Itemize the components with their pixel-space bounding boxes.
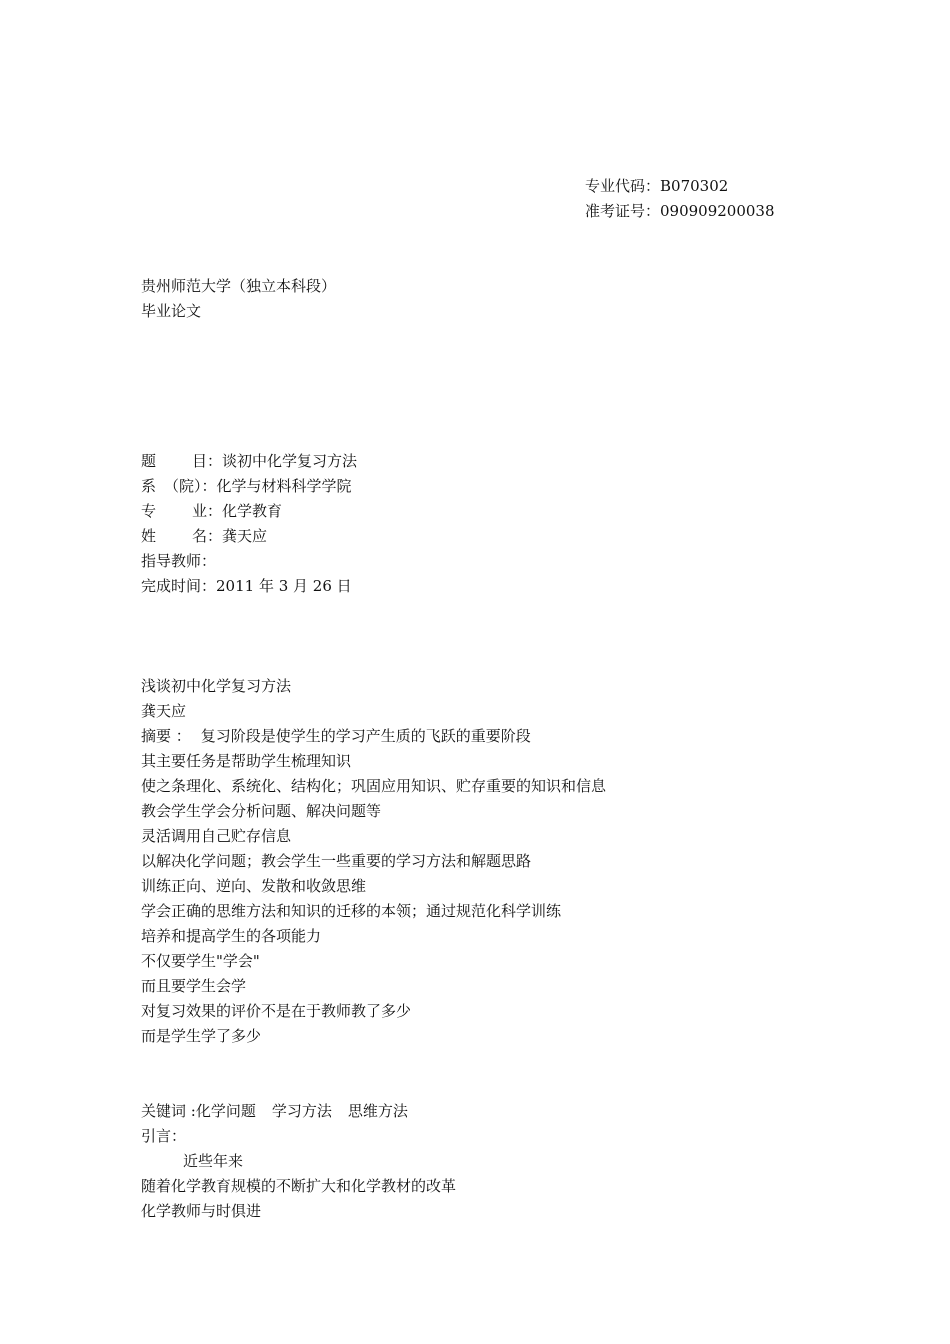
keyword: 思维方法	[347, 1102, 408, 1120]
intro-line: 随着化学教育规模的不断扩大和化学教材的改革	[141, 1177, 457, 1195]
abstract-line: 对复习效果的评价不是在于教师教了多少	[141, 1002, 412, 1020]
info-date: 完成时间：2011 年 3 月 26 日	[141, 577, 352, 595]
abstract-line: 使之条理化、系统化、结构化；巩固应用知识、贮存重要的知识和信息	[141, 777, 607, 795]
info-name-value: 名：龚天应	[192, 527, 268, 545]
info-title-label: 题	[141, 452, 157, 470]
intro-line: 近些年来	[183, 1152, 244, 1170]
info-department-value: （院）：化学与材料科学学院	[164, 477, 352, 495]
abstract-line: 培养和提高学生的各项能力	[141, 927, 322, 945]
abstract-line: 复习阶段是使学生的学习产生质的飞跃的重要阶段	[200, 727, 531, 745]
info-name	[141, 526, 267, 546]
abstract-line: 灵活调用自己贮存信息	[141, 827, 292, 845]
major-code: 专业代码：B070302	[585, 177, 729, 195]
info-title	[141, 451, 357, 471]
keyword: 学习方法	[271, 1102, 332, 1120]
info-name-label: 姓	[141, 527, 157, 545]
abstract-line: 以解决化学问题；教会学生一些重要的学习方法和解题思路	[141, 852, 532, 870]
info-major-value: 业：化学教育	[192, 502, 283, 520]
university-name: 贵州师范大学（独立本科段）	[141, 277, 337, 295]
abstract-line: 其主要任务是帮助学生梳理知识	[141, 752, 352, 770]
info-department-label: 系	[141, 477, 157, 495]
paper-title: 浅谈初中化学复习方法	[141, 677, 292, 695]
abstract-line: 而是学生学了多少	[141, 1027, 262, 1045]
abstract-line: 而且要学生会学	[141, 977, 247, 995]
keywords-line	[141, 1101, 408, 1121]
paper-author: 龚天应	[141, 702, 187, 720]
abstract-line: 教会学生学会分析问题、解决问题等	[141, 802, 382, 820]
document-type: 毕业论文	[141, 302, 202, 320]
intro-line: 化学教师与时俱进	[141, 1202, 262, 1220]
info-advisor: 指导教师：	[141, 552, 217, 570]
intro-label: 引言：	[141, 1127, 187, 1145]
abstract-line: 训练正向、逆向、发散和收敛思维	[141, 877, 367, 895]
abstract-label: 摘要 ：	[141, 727, 191, 745]
keyword: 化学问题	[195, 1102, 256, 1120]
abstract-line: 不仅要学生"学会"	[141, 952, 260, 970]
info-major	[141, 501, 282, 521]
info-major-label: 专	[141, 502, 157, 520]
info-department	[141, 476, 352, 496]
keywords-label: 关键词 :	[141, 1102, 196, 1120]
info-title-value: 目：谈初中化学复习方法	[192, 452, 358, 470]
exam-number: 准考证号：090909200038	[585, 202, 775, 220]
abstract-line-first	[141, 726, 531, 746]
abstract-line: 学会正确的思维方法和知识的迁移的本领；通过规范化科学训练	[141, 902, 562, 920]
